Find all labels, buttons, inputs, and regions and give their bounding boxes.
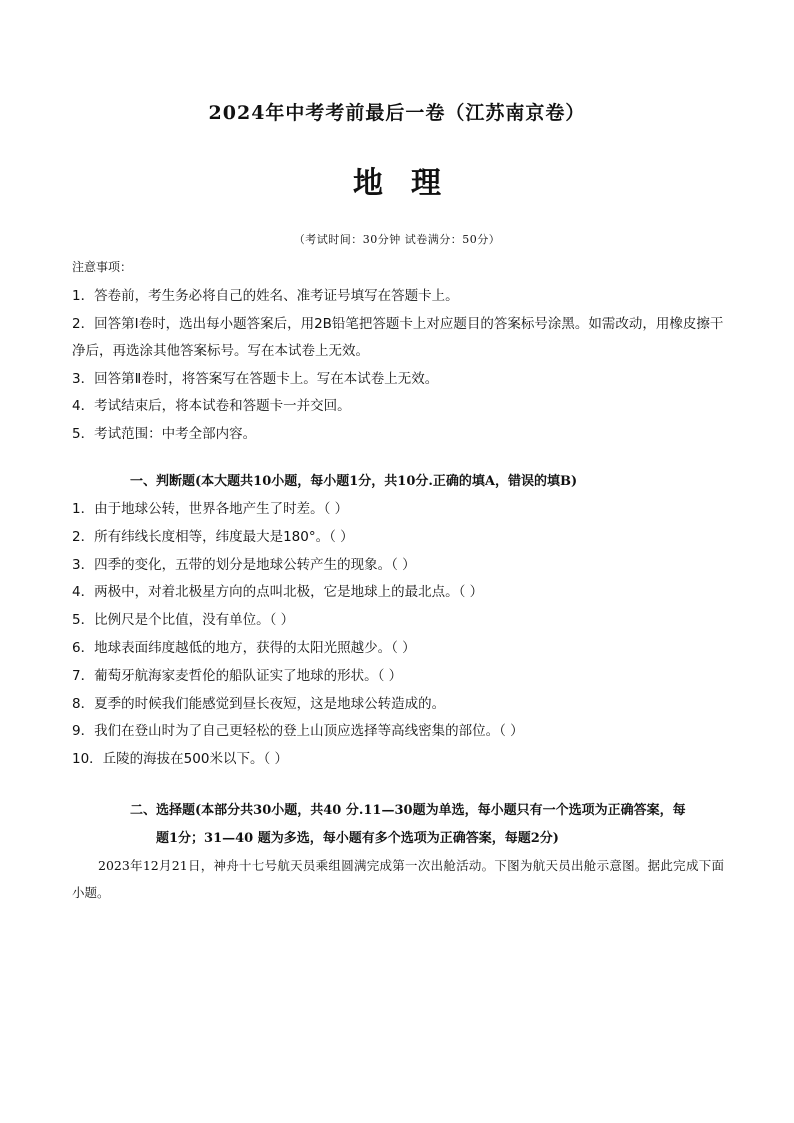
judge-question: 6．地球表面纬度越低的地方，获得的太阳光照越少。（ ） bbox=[72, 639, 416, 656]
judge-question: 7．葡萄牙航海家麦哲伦的船队证实了地球的形状。（ ） bbox=[72, 667, 403, 684]
notes-list bbox=[72, 283, 724, 448]
section1-header: 一、判断题(本大题共10小题，每小题1分，共10分.正确的填A，错误的填B) bbox=[130, 474, 578, 489]
subject-char-2: 理 bbox=[411, 166, 441, 201]
judge-question: 5．比例尺是个比值，没有单位。（ ） bbox=[72, 612, 295, 629]
notes-item: 4．考试结束后，将本试卷和答题卡一并交回。 bbox=[72, 398, 351, 414]
notes-heading: 注意事项： bbox=[72, 260, 133, 274]
exam-info: （考试时间：30分钟 试卷满分：50分） bbox=[293, 233, 501, 246]
judge-question: 3．四季的变化，五带的划分是地球公转产生的现象。（ ） bbox=[72, 556, 416, 573]
section2-header-line2: 题1分；31—40 题为多选，每小题有多个选项为正确答案，每题2分) bbox=[156, 831, 559, 846]
question-passage: 2023年12月21日，神舟十七号航天员乘组圆满完成第一次出舱活动。下图为航天员出舱示意图。据此完成下面小题。 bbox=[72, 858, 724, 900]
judge-question: 8．夏季的时候我们能感觉到昼长夜短，这是地球公转造成的。 bbox=[72, 695, 446, 712]
judge-question: 10．丘陵的海拔在500米以下。（ ） bbox=[72, 751, 288, 768]
notes-item: 1．答卷前，考生务必将自己的姓名、准考证号填写在答题卡上。 bbox=[72, 288, 459, 304]
exam-title: 2024年中考考前最后一卷（江苏南京卷） bbox=[208, 102, 586, 124]
notes-item: 3．回答第Ⅱ卷时，将答案写在答题卡上。写在本试卷上无效。 bbox=[72, 370, 439, 387]
judge-question: 9．我们在登山时为了自己更轻松的登上山顶应选择等高线密集的部位。（ ） bbox=[72, 723, 524, 740]
notes-item: 2．回答第Ⅰ卷时，选出每小题答案后，用2B铅笔把答题卡上对应题目的答案标号涂黑。如需改动，用橡皮擦干净后，再选涂其他答案标号。写在本试卷上无效。 bbox=[72, 315, 724, 359]
section2-header-line1: 二、选择题(本部分共30小题，共40 分.11—30题为单选，每小题只有一个选项为正确答案，每 bbox=[130, 803, 686, 818]
judge-question-list bbox=[72, 496, 724, 774]
notes-item: 5．考试范围：中考全部内容。 bbox=[72, 425, 257, 442]
section2-header bbox=[130, 797, 724, 853]
judge-question: 1．由于地球公转，世界各地产生了时差。（ ） bbox=[72, 501, 349, 517]
subject-title bbox=[0, 158, 794, 202]
judge-question: 4．两极中，对着北极星方向的点叫北极，它是地球上的最北点。（ ） bbox=[72, 584, 484, 601]
judge-question: 2．所有纬线长度相等，纬度最大是180°。（ ） bbox=[72, 528, 354, 545]
subject-char-1: 地 bbox=[353, 166, 383, 201]
